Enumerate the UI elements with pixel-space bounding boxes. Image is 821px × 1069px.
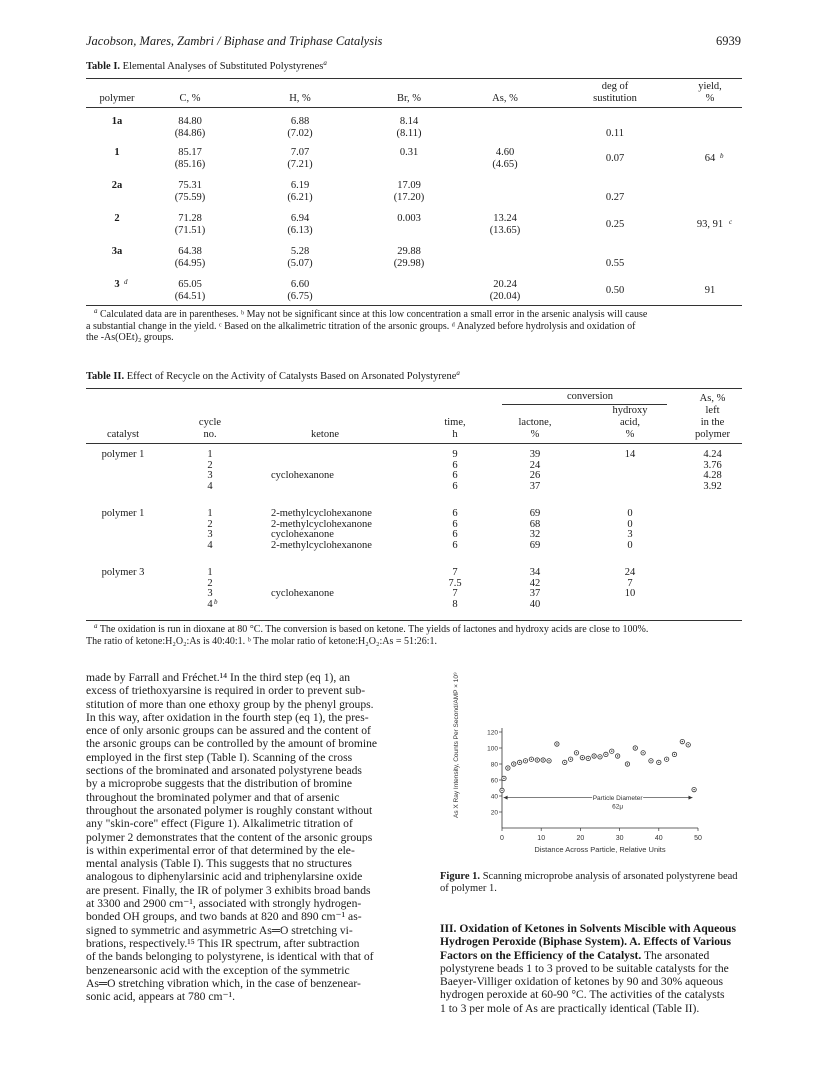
t1-cell-br: 29.88 bbox=[397, 246, 421, 257]
chart-axes bbox=[487, 728, 702, 842]
t2-cell-hydroxy: 24 bbox=[624, 567, 636, 578]
y-tick-label: 60 bbox=[490, 777, 498, 785]
t2-cell-cycle: 1 bbox=[207, 567, 213, 578]
t1-cell-c-calc: (84.86) bbox=[174, 128, 206, 139]
t2-cell-lactone: 24 bbox=[529, 459, 541, 471]
t2-cell-as: 4.24 bbox=[703, 449, 722, 460]
t2-col-conversion: conversion bbox=[566, 391, 614, 402]
chart-xlabel: Distance Across Particle, Relative Units bbox=[534, 845, 666, 854]
t1-cell-br-calc: (29.98) bbox=[393, 258, 425, 269]
y-tick-label: 40 bbox=[490, 793, 498, 801]
t1-cell-h: 7.07 bbox=[290, 147, 310, 158]
body-left-line: the arsonic groups can be controlled by the amount of bromine bbox=[86, 737, 378, 751]
t1-cell-deg: 0.25 bbox=[605, 219, 625, 230]
body-left-line: throughout the brominated polymer and that of arsenic bbox=[86, 790, 340, 804]
t2-cell-time: 6 bbox=[452, 529, 458, 540]
t1-cell-as: 20.24 bbox=[493, 279, 517, 290]
t2-cell-hydroxy: 0 bbox=[627, 539, 633, 551]
body-left-column bbox=[86, 671, 408, 1003]
data-point bbox=[649, 759, 653, 763]
data-point bbox=[512, 762, 516, 766]
t1-cell-br: 0.003 bbox=[397, 213, 421, 224]
body-left-line: by a microprobe suggests that the distribution of bromine bbox=[86, 777, 352, 791]
t1-cell-yield: 64 bbox=[704, 153, 716, 164]
t2-cell-lactone: 37 bbox=[529, 588, 541, 599]
table1-footnotes: $^a$ Calculated data are in parentheses. ᵇ May not be significant since at this low concentration a small error in the arsenic analysis will cause a substantial change in the yield. ᶜ Based on the alkalimetric titration of the arsonic groups. ᵈ Analyzed before hydrolysis and oxidation of the -As(OEt)₂ groups. bbox=[86, 307, 648, 343]
data-point bbox=[633, 746, 637, 750]
data-point bbox=[506, 766, 510, 770]
x-tick-label: 40 bbox=[654, 835, 663, 842]
data-point bbox=[586, 756, 590, 760]
table2-caption: Table II. Effect of Recycle on the Activity of Catalysts Based on Arsonated Polystyrene$^a$ bbox=[86, 369, 460, 382]
t2-cell-cycle: 2 bbox=[207, 518, 213, 530]
t1-col-deg1: deg of bbox=[601, 81, 629, 92]
t1-col-yield2: % bbox=[705, 93, 715, 104]
body-left-line: is within experimental error of that determined by the ele- bbox=[86, 843, 355, 857]
t1-cell-c-calc: (64.51) bbox=[174, 291, 206, 302]
body-right-column bbox=[440, 922, 742, 1015]
t2-cell-lactone: 37 bbox=[529, 480, 541, 492]
chart-ylabel: As X Ray Intensity, Counts Per Second/AMP × 10⁹ bbox=[453, 672, 460, 818]
t2-col-lactone1: lactone, bbox=[518, 417, 552, 428]
table2-bottom-rule bbox=[86, 620, 742, 621]
table2: catalyst cycle no. ketone time, h conversion lactone, % hydroxy acid, % As, % left in the polymer polymer 1 1 9 39 14 4.24 2 6 24 3.76 3 cyclohexanone 6 26 4.28 4 6 37 3.92 polymer 1 1 2-methylcyclohexanone 6 69 0 2 2-methylcyclohexanone 6 68 0 3 cyclohexanone 6 32 3 4 2-methylcyclohexanone 6 69 0 polymer 3 1 7 34 24 2 7.5 42 7 3 cyclohexanone 7 37 10 4 b 8 40 bbox=[0, 0, 821, 640]
t2-cell-ketone: 2-methylcyclohexanone bbox=[271, 508, 372, 519]
table2-label: Table II. bbox=[86, 371, 125, 382]
body-left-line: analogous to diphenylarsinic acid and triphenylarsine oxide bbox=[86, 870, 363, 884]
data-point bbox=[502, 776, 506, 780]
t2-cell-time: 9 bbox=[452, 449, 458, 460]
t2-col-as2: left bbox=[705, 405, 720, 416]
t2-cell-hydroxy: 10 bbox=[624, 588, 636, 599]
t2-cell-cycle: 1 bbox=[207, 449, 213, 460]
body-left-line: signed to symmetric and asymmetric As═O stretching vi- bbox=[86, 923, 353, 937]
t1-cell-deg: 0.07 bbox=[605, 153, 625, 164]
annotation-value: 62μ bbox=[612, 803, 624, 811]
table2-footnotes: $^a$ The oxidation is run in dioxane at 80 °C. The conversion is based on ketone. The yields of lactones and hydroxy acids are close to 100%. The ratio of ketone:H₂O₂:As is 40:40:1. ᵇ The molar ratio of ketone:H₂O₂:As = 51:26:1. bbox=[86, 622, 649, 647]
t1-col-as: As, % bbox=[492, 93, 518, 104]
t1-cell-h-calc: (6.75) bbox=[287, 291, 313, 302]
body-left-line: at 3300 and 2900 cm⁻¹, associated with strongly hydrogen- bbox=[86, 897, 362, 911]
t2-cell-as: 3.76 bbox=[703, 459, 722, 471]
t2-col-cycle2: no. bbox=[203, 429, 217, 440]
t1-cell-polymer: 2 bbox=[114, 213, 120, 224]
body-left-line: throughout the arsonated polymer is roughly constant without bbox=[86, 803, 373, 817]
t2-cell-ketone: 2-methylcyclohexanone bbox=[271, 518, 372, 530]
body-right-line: Baeyer-Villiger oxidation of ketones by 90 and 30% aqueous bbox=[440, 975, 724, 989]
t1-cell-h-calc: (7.02) bbox=[287, 128, 313, 139]
t2-cell-lactone: 40 bbox=[529, 598, 541, 610]
t1-cell-br-calc: (17.20) bbox=[393, 192, 425, 203]
t1-cell-c-calc: (71.51) bbox=[174, 225, 206, 236]
data-point bbox=[547, 759, 551, 763]
arrow-left bbox=[504, 796, 508, 800]
y-tick-label: 20 bbox=[490, 809, 498, 817]
t2-cell-time: 7.5 bbox=[448, 577, 462, 589]
t1-cell-c: 85.17 bbox=[178, 147, 202, 158]
t2-col-as3: in the bbox=[700, 417, 725, 428]
data-point bbox=[541, 758, 545, 762]
figure1-chart bbox=[440, 668, 740, 868]
t2-col-hydroxy3: % bbox=[625, 429, 635, 440]
t2-cell-hydroxy: 0 bbox=[627, 518, 633, 530]
t1-cell-as-calc: (13.65) bbox=[489, 225, 521, 236]
t2-cell-cycle: 2 bbox=[207, 577, 213, 589]
t2-cell-ketone: cyclohexanone bbox=[271, 529, 334, 540]
t2-cell-time: 7 bbox=[452, 567, 458, 578]
t1-col-c: C, % bbox=[179, 93, 201, 104]
t1-col-br: Br, % bbox=[396, 93, 422, 104]
data-point bbox=[657, 760, 661, 764]
body-right-line: 1 to 3 per mole of As are practically identical (Table II). bbox=[440, 1001, 700, 1015]
x-tick-label: 10 bbox=[537, 835, 546, 842]
t2-col-time1: time, bbox=[444, 417, 466, 428]
data-point bbox=[517, 760, 521, 764]
chart-points bbox=[500, 739, 696, 792]
t1-cell-h-calc: (6.13) bbox=[287, 225, 313, 236]
t1-cell-as: 4.60 bbox=[495, 147, 515, 158]
figure1-label: Figure 1. bbox=[440, 871, 481, 882]
x-tick-label: 50 bbox=[694, 835, 702, 842]
data-point bbox=[625, 762, 629, 766]
body-left-line: sonic acid, appears at 780 cm⁻¹. bbox=[86, 990, 235, 1004]
body-left-line: bonded OH groups, and two bands at 820 and 890 cm⁻¹ as- bbox=[86, 910, 362, 924]
data-point bbox=[574, 751, 578, 755]
t2-cell-cycle: 4 bbox=[207, 539, 213, 551]
data-point bbox=[604, 752, 608, 756]
t2-cell-lactone: 69 bbox=[529, 508, 541, 519]
t2-col-ketone: ketone bbox=[311, 429, 339, 440]
t2-cell-time: 8 bbox=[452, 598, 458, 610]
body-left-line: In this way, after oxidation in the fourth step (eq 1), the pres- bbox=[86, 710, 369, 724]
y-tick-label: 120 bbox=[487, 729, 498, 737]
t2-cell-hydroxy: 0 bbox=[627, 508, 633, 519]
t1-cell-polymer: 3 bbox=[114, 279, 120, 290]
data-point bbox=[500, 788, 504, 792]
annotation-label: Particle Diameter bbox=[592, 795, 643, 803]
t1-cell-c-calc: (75.59) bbox=[174, 192, 206, 203]
body-left-line: mental analysis (Table I). This suggests that no structures bbox=[86, 857, 352, 871]
t2-col-hydroxy1: hydroxy bbox=[612, 405, 648, 416]
t1-col-polymer: polymer bbox=[99, 93, 135, 104]
data-point bbox=[568, 757, 572, 761]
data-point bbox=[563, 760, 567, 764]
body-left-line: brations, respectively.¹⁵ This IR spectrum, after subtraction bbox=[86, 936, 360, 950]
t1-cell-h: 5.28 bbox=[290, 246, 310, 257]
table1-caption-text: Elemental Analyses of Substituted Polystyrenes bbox=[122, 61, 324, 72]
data-point bbox=[555, 742, 559, 746]
t1-cell-h: 6.60 bbox=[290, 279, 310, 290]
t2-cell-cycle: 4 bbox=[207, 598, 213, 610]
chart-annotation bbox=[504, 795, 693, 811]
t1-cell-c: 75.31 bbox=[178, 180, 202, 191]
body-right-line: hydrogen peroxide at 60-90 °C. The activities of the catalysts bbox=[440, 988, 725, 1002]
t2-cell-lactone: 26 bbox=[529, 470, 541, 481]
t1-cell-deg: 0.50 bbox=[605, 285, 625, 296]
t1-cell-br: 17.09 bbox=[397, 180, 421, 191]
t2-cell-hydroxy: 3 bbox=[627, 529, 633, 540]
t2-cell-time: 6 bbox=[452, 480, 458, 492]
data-point bbox=[598, 755, 602, 759]
t2-col-as1: As, % bbox=[699, 393, 726, 404]
t2-cell-cycle: 2 bbox=[207, 459, 213, 471]
body-left-line: of the bands belonging to polystyrene, is identical with that of bbox=[86, 950, 374, 964]
body-left-line: employed in the first step (Table I). Scanning of the cross bbox=[86, 750, 353, 764]
t2-cell-lactone: 68 bbox=[529, 518, 541, 530]
t1-cell-h-calc: (6.21) bbox=[287, 192, 313, 203]
t1-cell-polymer: 1 bbox=[114, 147, 120, 158]
t2-cell-hydroxy: 14 bbox=[624, 449, 636, 460]
t2-col-lactone2: % bbox=[530, 429, 540, 440]
data-point bbox=[529, 757, 533, 761]
t2-cell-cycle: 4 bbox=[207, 480, 213, 492]
t2-cell-as: 4.28 bbox=[703, 470, 722, 481]
table2-caption-text: Effect of Recycle on the Activity of Catalysts Based on Arsonated Polystyrene bbox=[126, 371, 457, 382]
x-tick-label: 30 bbox=[615, 835, 624, 842]
data-point bbox=[641, 751, 645, 755]
t2-cell-lactone: 32 bbox=[529, 529, 541, 540]
t2-cell-ketone: 2-methylcyclohexanone bbox=[271, 539, 372, 551]
t1-col-h: H, % bbox=[289, 93, 311, 104]
t1-cell-as-calc: (20.04) bbox=[489, 291, 521, 302]
t2-cell-cycle: 3 bbox=[207, 529, 213, 540]
data-point bbox=[610, 749, 614, 753]
t2-cell-catalyst: polymer 3 bbox=[101, 567, 145, 578]
t2-cell-time: 7 bbox=[452, 588, 458, 599]
t2-cell-ketone: cyclohexanone bbox=[271, 588, 334, 599]
page-number: 6939 bbox=[716, 34, 741, 48]
section-heading-line1: III. Oxidation of Ketones in Solvents Miscible with Aqueous bbox=[440, 922, 737, 935]
t2-cell-lactone: 39 bbox=[529, 449, 541, 460]
section-heading-tail: The arsonated bbox=[643, 948, 710, 962]
section-heading-line2: Hydrogen Peroxide (Biphase System). A. Effects of Various bbox=[440, 935, 732, 949]
t2-col-catalyst: catalyst bbox=[106, 429, 140, 440]
t1-cell-br: 0.31 bbox=[399, 147, 419, 158]
t1-col-yield1: yield, bbox=[698, 81, 722, 92]
t1-cell-h-calc: (5.07) bbox=[287, 258, 313, 269]
data-point bbox=[523, 759, 527, 763]
data-point bbox=[686, 743, 690, 747]
t2-cell-catalyst: polymer 1 bbox=[101, 508, 145, 519]
t1-cell-h: 6.19 bbox=[290, 180, 310, 191]
t2-col-as4: polymer bbox=[695, 429, 730, 440]
t1-cell-c: 84.80 bbox=[178, 116, 202, 127]
t1-cell-polymer: 1a bbox=[111, 116, 123, 127]
body-left-line: sections of the brominated and arsonated polystyrene beads bbox=[86, 764, 362, 778]
t1-cell-c-calc: (85.16) bbox=[174, 159, 206, 170]
t1-cell-c: 64.38 bbox=[178, 246, 202, 257]
x-tick-label: 20 bbox=[576, 835, 585, 842]
t2-col-time2: h bbox=[452, 429, 458, 440]
t2-col-hydroxy2: acid, bbox=[619, 417, 641, 428]
t1-cell-as-calc: (4.65) bbox=[492, 159, 518, 170]
table1-caption: Table I. Elemental Analyses of Substituted Polystyrenes$^a$ bbox=[86, 59, 327, 72]
t2-cell-cycle: 3 bbox=[207, 470, 213, 481]
t1-cell-h: 6.88 bbox=[290, 116, 310, 127]
t2-cell-ketone: cyclohexanone bbox=[271, 470, 334, 481]
t1-cell-as: 13.24 bbox=[493, 213, 517, 224]
body-left-line: As═O stretching vibration which, in the case of benzenear- bbox=[86, 976, 361, 990]
data-point bbox=[680, 739, 684, 743]
t2-cell-hydroxy: 7 bbox=[627, 577, 633, 589]
table1-label: Table I. bbox=[86, 61, 121, 72]
body-left-line: made by Farrall and Fréchet.¹⁴ In the third step (eq 1), an bbox=[86, 671, 351, 684]
running-title: Jacobson, Mares, Zambri / Biphase and Triphase Catalysis bbox=[86, 34, 383, 48]
t2-cell-lactone: 34 bbox=[529, 567, 541, 578]
t2-cell-time: 6 bbox=[452, 508, 458, 519]
t1-cell-deg: 0.27 bbox=[605, 192, 625, 203]
t1-cell-yield: 91 bbox=[704, 285, 716, 296]
body-left-line: benzenearsonic acid with the exception of the symmetric bbox=[86, 963, 350, 977]
t2-cell-cycle: 3 bbox=[207, 588, 213, 599]
t2-cell-catalyst: polymer 1 bbox=[101, 449, 145, 460]
t2-cell-time: 6 bbox=[452, 539, 458, 551]
body-right-line: polystyrene beads 1 to 3 proved to be suitable catalysts for the bbox=[440, 961, 729, 975]
t1-cell-deg: 0.55 bbox=[605, 258, 625, 269]
body-left-line: stitution of more than one ethoxy group by the phenyl groups. bbox=[86, 697, 374, 711]
y-tick-label: 80 bbox=[490, 761, 498, 769]
t1-cell-c: 71.28 bbox=[178, 213, 202, 224]
t1-cell-polymer: 2a bbox=[111, 180, 123, 191]
t1-cell-polymer: 3a bbox=[111, 246, 123, 257]
body-left-line: ence of only arsonic groups can be assured and the content of bbox=[86, 724, 371, 738]
t2-col-cycle1: cycle bbox=[198, 417, 222, 428]
data-point bbox=[615, 754, 619, 758]
x-tick-label: 0 bbox=[500, 835, 504, 842]
t2-cell-lactone: 42 bbox=[529, 577, 541, 589]
data-point bbox=[535, 758, 539, 762]
data-point bbox=[692, 787, 696, 791]
t1-cell-h-calc: (7.21) bbox=[287, 159, 313, 170]
data-point bbox=[592, 754, 596, 758]
t1-cell-deg: 0.11 bbox=[606, 128, 624, 139]
data-point bbox=[664, 757, 668, 761]
t2-cell-time: 6 bbox=[452, 459, 458, 471]
section-heading-line3: Factors on the Efficiency of the Catalyst. bbox=[440, 948, 642, 962]
t1-cell-yield: 93, 91 bbox=[696, 219, 724, 230]
table1: polymer C, % H, % Br, % As, % deg of sustitution yield, % 1a 84.80 (84.86) 6.88 (7.02) 8.14 (8.11) 0.11 1 85.17 (85.16) 7.07 (7.21) 0.31 4.60 (4.65) 0.07 64 b 2a 75.31 (75.59) 6.19 (6.21) 17.09 (17.20) 0.27 2 71.28 (71.51) 6.94 (6.13) 0.003 13.24 (13.65) 0.25 93, 91 c 3a 64.38 (64.95) 5.28 (5.07) 29.88 (29.98) 0.55 3 d 65.05 (64.51) 6.60 (6.75) 20.24 (20.04) 0.50 91 bbox=[0, 0, 821, 320]
data-point bbox=[580, 755, 584, 759]
t1-cell-br-calc: (8.11) bbox=[396, 128, 422, 139]
t1-cell-c: 65.05 bbox=[178, 279, 202, 290]
body-left-line: polymer 2 demonstrates that the content of the arsonic groups bbox=[86, 830, 373, 844]
t2-cell-as: 3.92 bbox=[703, 480, 722, 492]
t1-cell-h: 6.94 bbox=[290, 213, 310, 224]
t1-cell-c-calc: (64.95) bbox=[174, 258, 206, 269]
figure1-caption: Figure 1. Scanning microprobe analysis of arsonated polystyrene bead of polymer 1. bbox=[440, 871, 738, 894]
t1-cell-br: 8.14 bbox=[399, 116, 419, 127]
arrow-right bbox=[689, 796, 693, 800]
t1-col-deg2: sustitution bbox=[593, 93, 637, 104]
y-tick-label: 100 bbox=[487, 745, 498, 753]
t2-cell-cycle: 1 bbox=[207, 508, 213, 519]
data-point bbox=[672, 752, 676, 756]
body-left-line: any "skin-core" effect (Figure 1). Alkalimetric titration of bbox=[86, 817, 353, 831]
body-left-line: are present. Finally, the IR of polymer 3 exhibits broad bands bbox=[86, 883, 371, 897]
t2-cell-lactone: 69 bbox=[529, 539, 541, 551]
t2-cell-time: 6 bbox=[452, 518, 458, 530]
body-left-line: excess of triethoxyarsine is required in order to prevent sub- bbox=[86, 684, 366, 698]
t2-cell-time: 6 bbox=[452, 470, 458, 481]
